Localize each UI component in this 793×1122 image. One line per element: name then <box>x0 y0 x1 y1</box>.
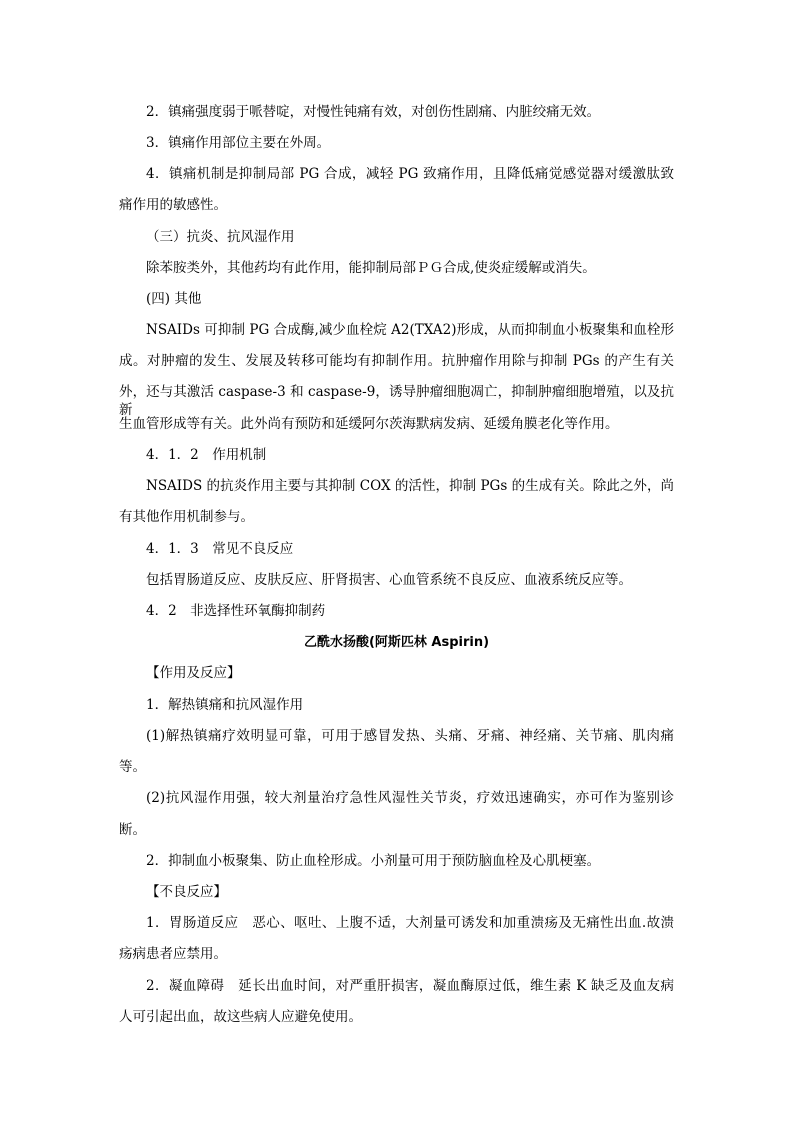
paragraph-line: NSAIDs 可抑制 PG 合成酶,减少血栓烷 A2(TXA2)形成，从而抑制血小板聚集和血栓形 <box>146 322 674 338</box>
paragraph-line: NSAIDS 的抗炎作用主要与其抑制 COX 的活性，抑制 PGs 的生成有关。除此之外，尚 <box>146 478 674 494</box>
paragraph-line: 生血管形成等有关。此外尚有预防和延缓阿尔茨海默病发病、延缓角膜老化等作用。 <box>119 416 619 432</box>
section-heading: 4．1．3 常见不良反应 <box>146 541 294 557</box>
paragraph-line: 4．镇痛机制是抑制局部 PG 合成，减轻 PG 致痛作用，且降低痛觉感觉器对缓激肽致 <box>146 166 674 182</box>
section-heading: (四) 其他 <box>146 291 202 307</box>
paragraph-line: 外，还与其激活 caspase-3 和 caspase-9，诱导肿瘤细胞凋亡，抑制肿瘤细胞增殖，以及抗新 <box>119 384 674 418</box>
paragraph-line: 1．解热镇痛和抗风湿作用 <box>146 697 304 713</box>
bracket-heading: 【不良反应】 <box>146 884 227 900</box>
paragraph-line: 除苯胺类外，其他药均有此作用，能抑制局部ＰＧ合成,使炎症缓解或消失。 <box>146 260 596 276</box>
paragraph-line: 人可引起出血，故这些病人应避免使用。 <box>119 1009 362 1025</box>
drug-title: 乙酰水扬酸(阿斯匹林 Aspirin) <box>303 635 490 650</box>
paragraph-line: 成。对肿瘤的发生、发展及转移可能均有抑制作用。抗肿瘤作用除与抑制 PGs 的产生有关 <box>119 353 674 369</box>
paragraph-line: 痛作用的敏感性。 <box>119 197 227 213</box>
paragraph-line: 疡病患者应禁用。 <box>119 946 227 962</box>
bracket-heading: 【作用及反应】 <box>146 665 241 681</box>
section-heading: 4．1．2 作用机制 <box>146 447 267 463</box>
paragraph-line: (2)抗风湿作用强，较大剂量治疗急性风湿性关节炎，疗效迅速确实，亦可作为鉴别诊 <box>146 790 674 806</box>
section-heading: （三）抗炎、抗风湿作用 <box>146 229 295 245</box>
paragraph-line: 2．凝血障碍 延长出血时间，对严重肝损害，凝血酶原过低，维生素 K 缺乏及血友病 <box>146 978 674 994</box>
paragraph-line: 2．镇痛强度弱于哌替啶，对慢性钝痛有效，对创伤性剧痛、内脏绞痛无效。 <box>146 104 601 120</box>
paragraph-line: 3．镇痛作用部位主要在外周。 <box>146 135 331 151</box>
paragraph-line: 断。 <box>119 822 146 838</box>
paragraph-line: 等。 <box>119 759 146 775</box>
paragraph-line: 包括胃肠道反应、皮肤反应、肝肾损害、心血管系统不良反应、血液系统反应等。 <box>146 572 632 588</box>
paragraph-line: (1)解热镇痛疗效明显可靠，可用于感冒发热、头痛、牙痛、神经痛、关节痛、肌肉痛 <box>146 728 674 744</box>
paragraph-line: 1．胃肠道反应 恶心、呕吐、上腹不适，大剂量可诱发和加重溃疡及无痛性出血.故溃 <box>146 915 674 931</box>
section-heading: 4．2 非选择性环氧酶抑制药 <box>146 603 326 619</box>
paragraph-line: 有其他作用机制参与。 <box>119 509 254 525</box>
paragraph-line: 2．抑制血小板聚集、防止血栓形成。小剂量可用于预防脑血栓及心肌梗塞。 <box>146 853 601 869</box>
